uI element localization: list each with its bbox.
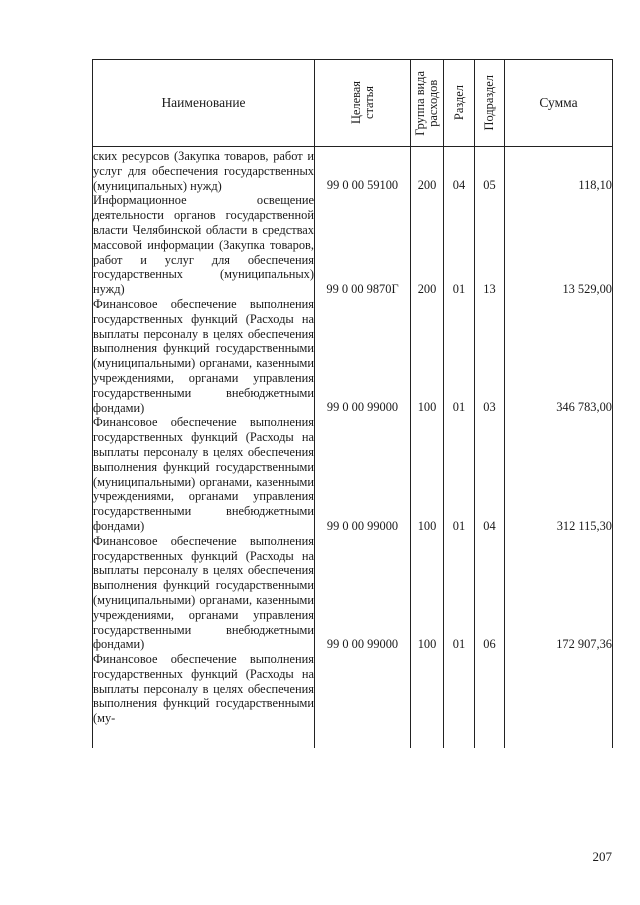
- row-group: 100: [411, 297, 444, 415]
- row-subsection: 03: [475, 297, 505, 415]
- row-target: [315, 652, 411, 748]
- row-group: 200: [411, 147, 444, 194]
- row-sum: 13 529,00: [505, 193, 613, 297]
- header-section: Раздел: [444, 60, 475, 147]
- row-subsection: 06: [475, 534, 505, 652]
- row-group: 200: [411, 193, 444, 297]
- row-target: 99 0 00 99000: [315, 534, 411, 652]
- header-subsection: Подраздел: [475, 60, 505, 147]
- row-name: Финансовое обеспечение выполнения государственных функций (Расходы на выплаты персоналу в целях обеспечения выполнения функций государственными (му-: [93, 652, 315, 748]
- table-row: [93, 147, 613, 194]
- row-subsection: [475, 652, 505, 748]
- row-group: 100: [411, 534, 444, 652]
- row-subsection: 05: [475, 147, 505, 194]
- budget-table: [92, 59, 613, 748]
- row-subsection: 04: [475, 415, 505, 533]
- row-target: 99 0 00 9870Г: [315, 193, 411, 297]
- row-section: 01: [444, 193, 475, 297]
- table-header-row: [93, 60, 613, 147]
- row-section: 01: [444, 534, 475, 652]
- row-section: 04: [444, 147, 475, 194]
- header-target: Целевая статья: [315, 60, 411, 147]
- row-sum: 172 907,36: [505, 534, 613, 652]
- row-section: 01: [444, 415, 475, 533]
- row-sum: 346 783,00: [505, 297, 613, 415]
- row-sum: 312 115,30: [505, 415, 613, 533]
- row-target: 99 0 00 99000: [315, 297, 411, 415]
- row-section: [444, 652, 475, 748]
- table-row: [93, 652, 613, 748]
- row-subsection: 13: [475, 193, 505, 297]
- row-sum: 118,10: [505, 147, 613, 194]
- row-name: Финансовое обеспечение выполнения государственных функций (Расходы на выплаты персоналу в целях обеспечения выполнения функций государственными (муниципальными) органами, казенными учреждениями, органами управления государственными внебюджетными фондами): [93, 533, 314, 652]
- row-name: Информационное освещение деятельности органов государственной власти Челябинской области в средствах массовой информации (Закупка товаров, работ и услуг для обеспечения государственных (муниципальных) нужд): [93, 193, 314, 297]
- table-row: [93, 297, 613, 415]
- table-row: [93, 193, 613, 297]
- header-expense-group: Группа вида расходов: [411, 60, 444, 147]
- row-section: 01: [444, 297, 475, 415]
- header-sum: Сумма: [505, 60, 613, 147]
- page-number: 207: [592, 849, 612, 864]
- row-group: 100: [411, 415, 444, 533]
- header-name: Наименование: [93, 60, 315, 147]
- row-name: Финансовое обеспечение выполнения государственных функций (Расходы на выплаты персоналу в целях обеспечения выполнения функций государственными (муниципальными) органами, казенными учреждениями, органами управления государственными внебюджетными фондами): [93, 296, 314, 415]
- row-name: Финансовое обеспечение выполнения государственных функций (Расходы на выплаты персоналу в целях обеспечения выполнения функций государственными (муниципальными) органами, казенными учреждениями, органами управления государственными внебюджетными фондами): [93, 415, 314, 533]
- table-row: [93, 534, 613, 652]
- row-name: ских ресурсов (Закупка товаров, работ и услуг для обеспечения государственных (муниципальных) нужд): [93, 147, 315, 194]
- row-group: [411, 652, 444, 748]
- table-row: [93, 415, 613, 533]
- row-target: 99 0 00 59100: [315, 147, 411, 194]
- row-target: 99 0 00 99000: [315, 415, 411, 533]
- row-sum: [505, 652, 613, 748]
